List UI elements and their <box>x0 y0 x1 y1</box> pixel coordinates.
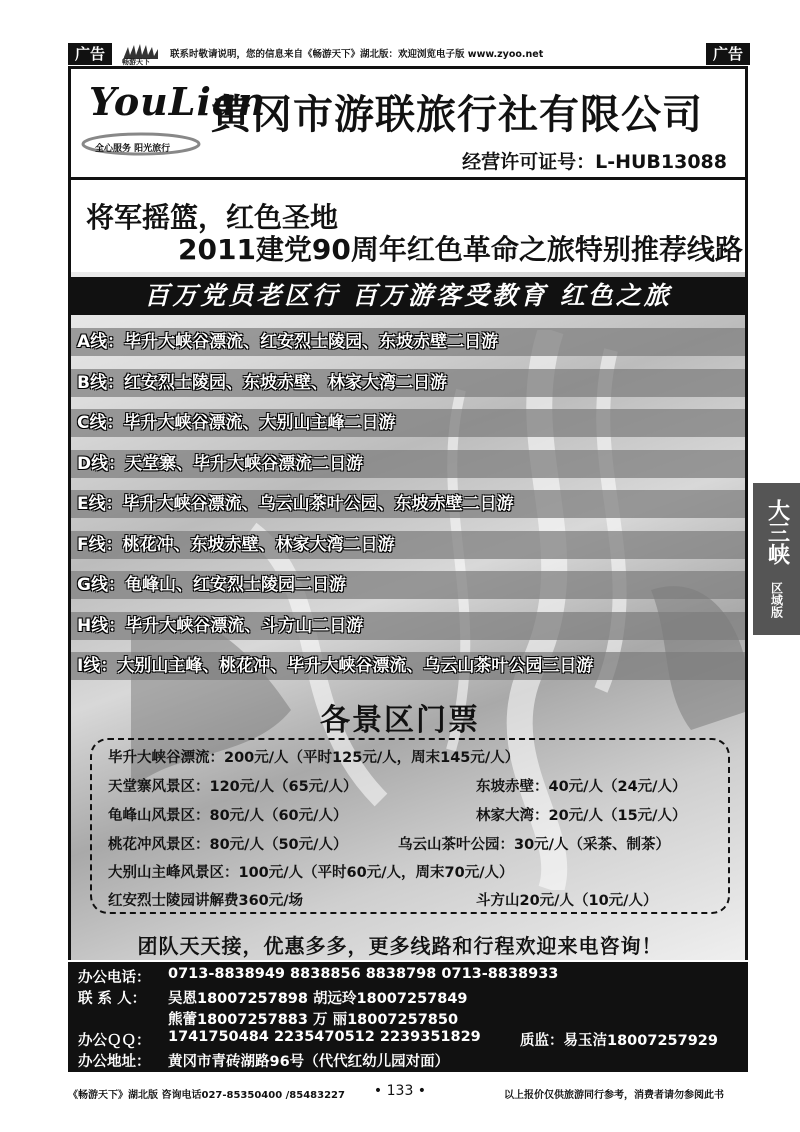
people-label: 联 系 人： <box>78 991 147 1007</box>
phone-label: 办公电话： <box>78 970 151 986</box>
route-i: I线：大别山主峰、桃花冲、毕升大峡谷漂流、乌云山茶叶公园三日游 <box>71 652 745 680</box>
qq-label: 办公ＱＱ： <box>78 1033 151 1049</box>
ticket-item: 龟峰山风景区：80元/人（60元/人） <box>108 808 348 824</box>
qq-value: 1741750484 2235470512 2239351829 <box>168 1029 481 1045</box>
ticket-item: 林家大湾：20元/人（15元/人） <box>476 808 687 824</box>
ticket-item: 红安烈士陵园讲解费360元/场 <box>108 893 304 909</box>
company-name: 黄冈市游联旅行社有限公司 <box>211 92 703 138</box>
promo-slogan: 团队天天接，优惠多多，更多线路和行程欢迎来电咨询！ <box>137 934 663 958</box>
route-f: F线：桃花冲、东坡赤壁、林家大湾二日游 <box>71 531 745 559</box>
company-logo: YouLian <box>89 79 267 124</box>
logo-slogan: 全心服务 阳光旅行 <box>95 144 171 154</box>
route-a: A线：毕升大峡谷漂流、红安烈士陵园、东坡赤壁二日游 <box>71 328 745 356</box>
route-e: E线：毕升大峡谷漂流、乌云山茶叶公园、东坡赤壁二日游 <box>71 490 745 518</box>
phone-value: 0713-8838949 8838856 8838798 0713-8838933 <box>168 966 559 982</box>
ticket-item: 大别山主峰风景区：100元/人（平时60元/人，周末70元/人） <box>108 865 514 881</box>
page-number: • 133 • <box>373 1083 427 1099</box>
contact-block <box>68 962 748 1072</box>
side-tab-big: 大三峡 <box>764 499 790 565</box>
route-d: D线：天堂寨、毕升大峡谷漂流二日游 <box>71 450 745 478</box>
address-label: 办公地址： <box>78 1054 151 1070</box>
route-g: G线：龟峰山、红安烈士陵园二日游 <box>71 571 745 599</box>
people-line2: 熊蕾18007257883 万 丽18007257850 <box>168 1012 459 1028</box>
supervisor: 质监：易玉洁18007257929 <box>520 1033 718 1049</box>
footer-right: 以上报价仅供旅游同行参考，消费者请勿参阅此书 <box>504 1090 724 1101</box>
ticket-item: 斗方山20元/人（10元/人） <box>476 893 658 909</box>
ad-label-right: 广告 <box>706 43 750 65</box>
address-value: 黄冈市青砖湖路96号（代代红幼儿园对面） <box>168 1054 450 1070</box>
top-note: 联系时敬请说明，您的信息来自《畅游天下》湖北版：欢迎浏览电子版 www.zyoo.net <box>170 49 544 60</box>
region-side-tab <box>753 483 800 635</box>
footer-left: 《畅游天下》湖北版 咨询电话027-85350400 /85483227 <box>68 1090 345 1101</box>
headline-line1: 将军摇篮，红色圣地 <box>86 201 339 234</box>
route-c: C线：毕升大峡谷漂流、大别山主峰二日游 <box>71 409 745 437</box>
ticket-item: 东坡赤壁：40元/人（24元/人） <box>476 779 687 795</box>
route-b: B线：红安烈士陵园、东坡赤壁、林家大湾二日游 <box>71 369 745 397</box>
license-number: 经营许可证号：L-HUB13088 <box>462 151 727 173</box>
route-h: H线：毕升大峡谷漂流、斗方山二日游 <box>71 612 745 640</box>
headline-line2: 2011建党90周年红色革命之旅特别推荐线路 <box>178 233 743 266</box>
tickets-title: 各景区门票 <box>320 703 480 738</box>
ticket-item: 乌云山茶叶公园：30元/人（采茶、制茶） <box>398 837 670 853</box>
ticket-item: 天堂寨风景区：120元/人（65元/人） <box>108 779 358 795</box>
side-tab-small: 区域版 <box>769 582 784 618</box>
red-tour-banner: 百万党员老区行 百万游客受教育 红色之旅 <box>71 277 745 315</box>
ad-label-left: 广告 <box>68 43 112 65</box>
ticket-item: 桃花冲风景区：80元/人（50元/人） <box>108 837 348 853</box>
ticket-item: 毕升大峡谷漂流：200元/人（平时125元/人，周末145元/人） <box>108 750 520 766</box>
company-header <box>68 66 748 180</box>
brand-mini-text: 畅游天下 <box>122 58 150 66</box>
people-line1: 吴恩18007257898 胡远玲18007257849 <box>168 991 468 1007</box>
